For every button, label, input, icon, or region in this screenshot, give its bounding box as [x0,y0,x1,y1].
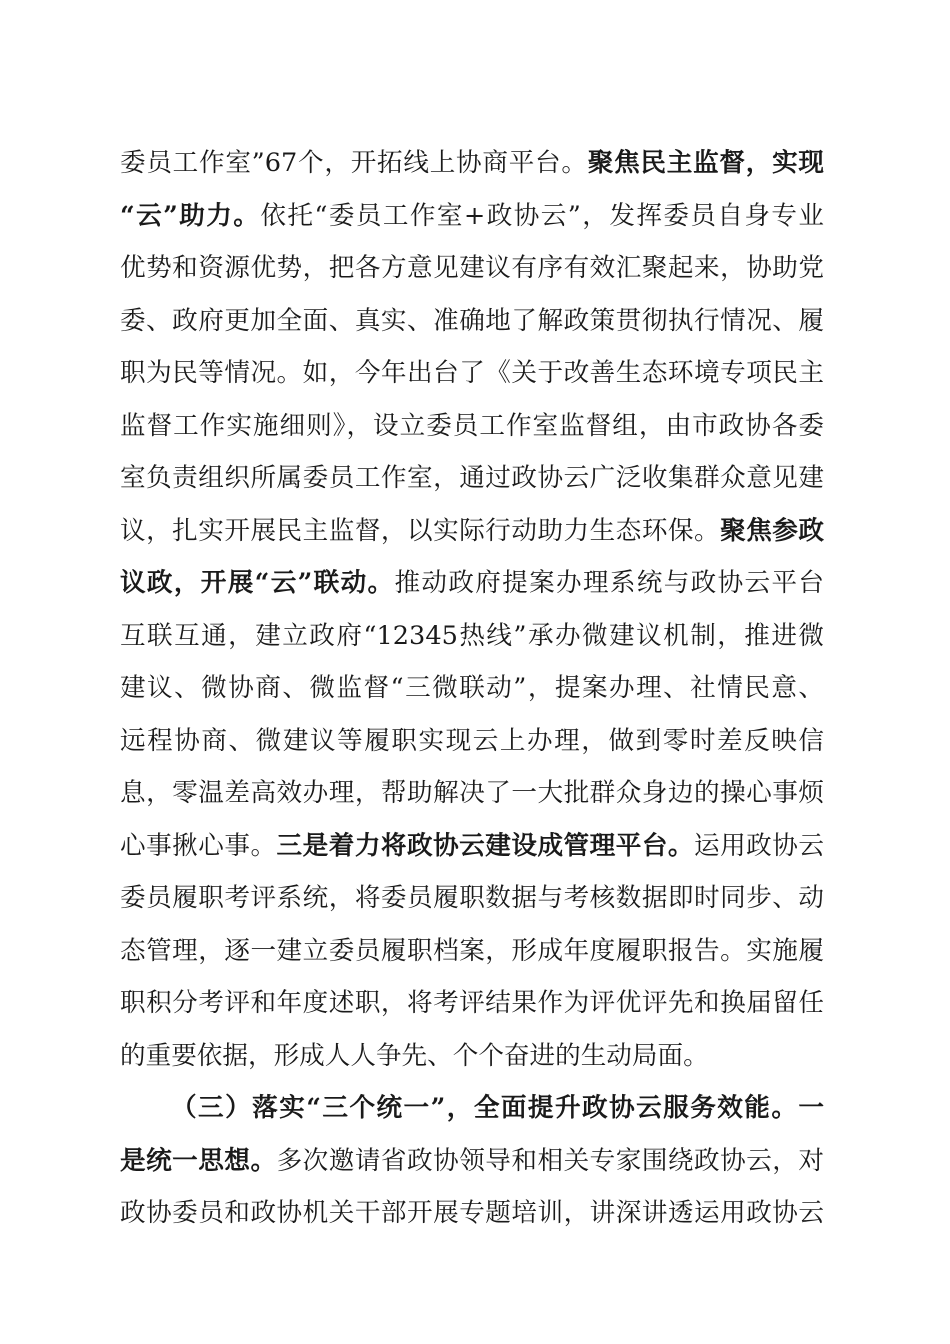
text-line: 议政，开展“云”联动。推动政府提案办理系统与政协云平台 [120,568,824,598]
body-text [120,137,824,1240]
text-line: 心事揪心事。三是着力将政协云建设成管理平台。运用政协云 [120,830,824,861]
text-line: 政协委员和政协机关干部开展专题培训，讲深讲透运用政协云 [120,1198,824,1228]
text-line: 远程协商、微建议等履职实现云上办理，做到零时差反映信 [120,725,824,756]
text-line: 是统一思想。多次邀请省政协领导和相关专家围绕政协云，对 [120,1145,824,1176]
bold-heading: 聚焦参政 [720,515,824,546]
text-line: 委、政府更加全面、真实、准确地了解政策贯彻执行情况、履 [120,305,824,336]
text-line: 监督工作实施细则》，设立委员工作室监督组，由市政协各委 [120,410,824,441]
text-line: 室负责组织所属委员工作室，通过政协云广泛收集群众意见建 [120,463,824,493]
text-line: 息，零温差高效办理，帮助解决了一大批群众身边的操心事烦 [120,778,824,808]
text-line: “云”助力。依托“委员工作室+政协云”，发挥委员自身专业 [120,200,824,231]
text-line: 的重要依据，形成人人争先、个个奋进的生动局面。 [120,1040,709,1071]
text-line: 优势和资源优势，把各方意见建议有序有效汇聚起来，协助党 [120,253,824,283]
text-line: 互联互通，建立政府“12345热线”承办微建议机制，推进微 [120,620,824,651]
bold-heading: 三是着力将政协云建设成管理平台。 [276,830,694,861]
text-line: 建议、微协商、微监督“三微联动”，提案办理、社情民意、 [120,673,824,703]
text-line: 职为民等情况。如，今年出台了《关于改善生态环境专项民主 [120,358,824,388]
bold-heading: 聚焦民主监督，实现 [587,148,824,178]
bold-heading: “云”助力。 [120,200,261,231]
section-heading-line [120,1082,824,1135]
text-line: 职积分考评和年度述职，将考评结果作为评优评先和换届留任 [120,988,824,1018]
text-line: 委员履职考评系统，将委员履职数据与考核数据即时同步、动 [120,883,824,913]
text-line: 议，扎实开展民主监督，以实际行动助力生态环保。聚焦参政 [120,515,824,546]
section-heading: （三）落实“三个统一”，全面提升政协云服务效能。一 [171,1093,824,1123]
text-line: 态管理，逐一建立委员履职档案，形成年度履职报告。实施履 [120,935,824,966]
text-line: 委员工作室”67个，开拓线上协商平台。聚焦民主监督，实现 [120,148,824,178]
bold-heading: 议政，开展“云”联动。 [120,568,395,598]
bold-heading: 是统一思想。 [120,1145,277,1176]
